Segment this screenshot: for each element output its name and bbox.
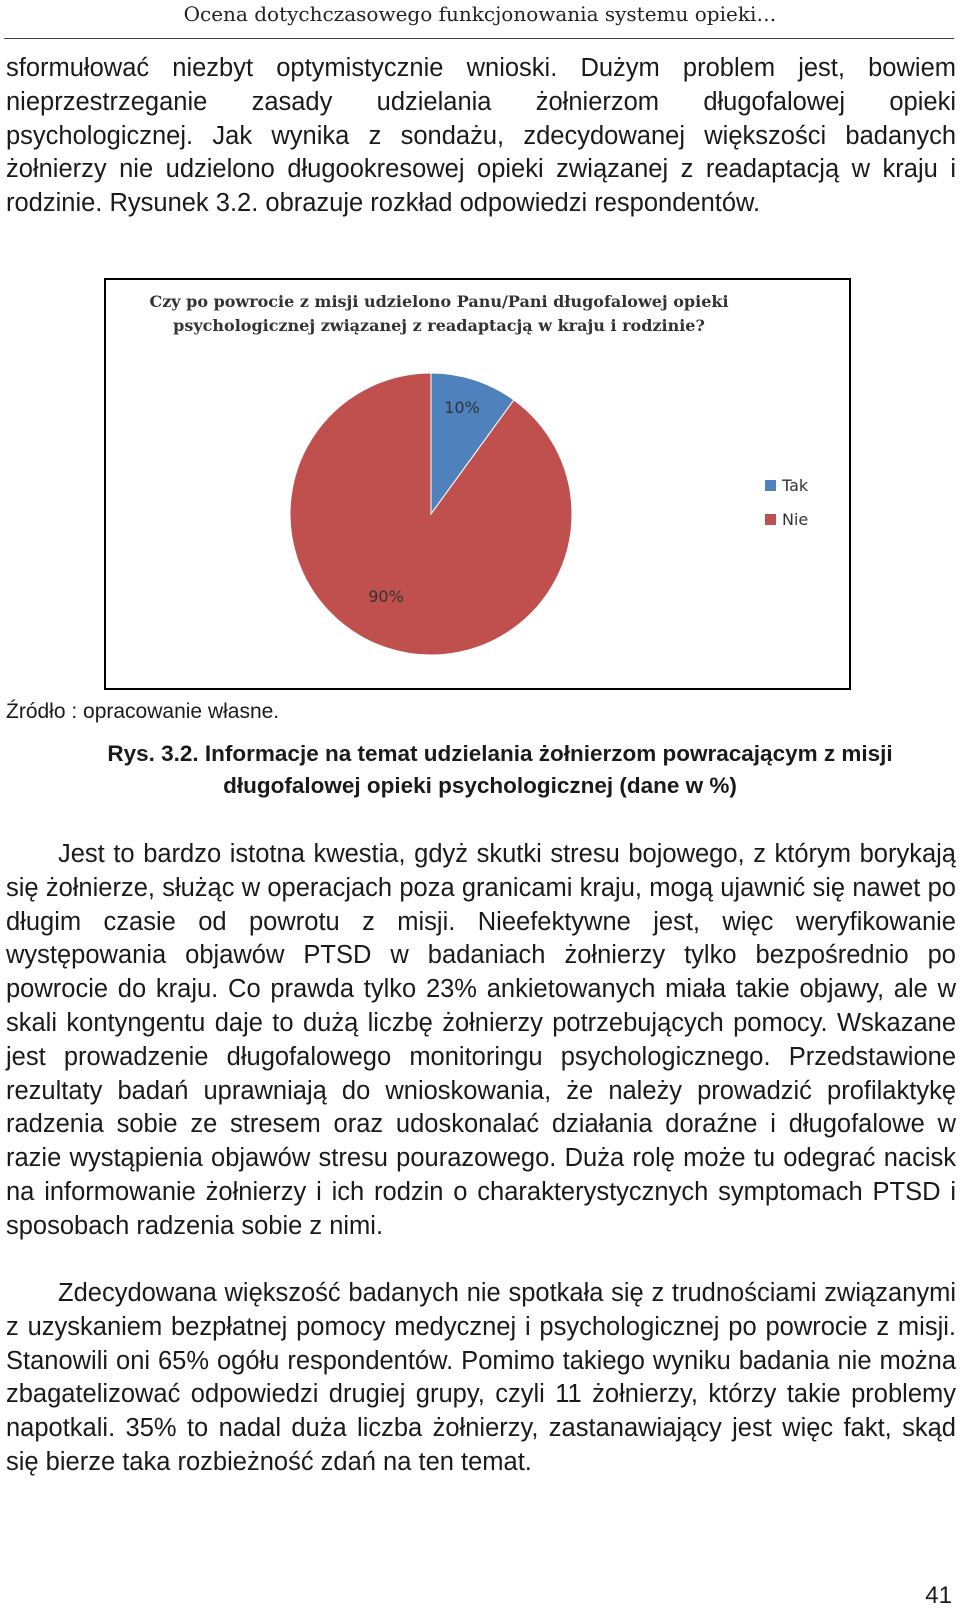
pie-chart xyxy=(106,280,849,688)
running-header: Ocena dotychczasowego funkcjonowania systemu opieki… xyxy=(183,2,777,26)
figure-source: Źródło : opracowanie własne. xyxy=(6,700,280,723)
chart-title-line2: psychologicznej związanej z readaptacją w kraju i rodzinie? xyxy=(173,316,705,335)
body-paragraph-1: Jest to bardzo istotna kwestia, gdyż skutki stresu bojowego, z którym borykają się żołnierze, służąc w operacjach poza granicami kraju, mogą ujawnić się nawet po długim czasie od powrotu z misji. Nieefektywne jest, więc weryfikowanie występowania objawów PTSD w badaniach żołnierzy tylko bezpośrednio po powrocie do kraju. Co prawda tylko 23% ankietowanych miała takie objawy, ale w skali kontyngentu daje to dużą liczbę żołnierzy potrzebujących pomocy. Wskazane jest prowadzenie długofalowego monitoringu psychologicznego. Przedstawione rezultaty badań uprawniają do wnioskowania, że należy prowadzić profilaktykę radzenia sobie ze stresem oraz udoskonalać działania doraźne i długofalowe w razie wystąpienia objawów stresu pourazowego. Duża rolę może tu odegrać nacisk na informowanie żołnierzy i ich rodzin o charakterystycznych symptomach PTSD i sposobach radzenia sobie z nimi. xyxy=(6,840,956,1240)
figure-caption-line1: Rys. 3.2. Informacje na temat udzielania żołnierzom powracającym z misji xyxy=(107,741,893,766)
figure-caption-line2: długofalowej opieki psychologicznej (dane w %) xyxy=(223,773,737,798)
pie-chart-figure xyxy=(104,278,851,690)
pie-label-nie: 90% xyxy=(368,587,404,606)
legend-swatch-nie xyxy=(765,514,776,525)
legend-label-tak: Tak xyxy=(782,476,809,495)
header-rule xyxy=(4,38,954,39)
intro-paragraph: sformułować niezbyt optymistycznie wnioski. Dużym problem jest, bowiem nieprzestrzeganie zasady udzielania żołnierzom długofalowej opieki psychologicznej. Jak wynika z sondażu, zdecydowanej większości badanych żołnierzy nie udzielono długookresowej opieki związanej z readaptacją w kraju i rodzinie. Rysunek 3.2. obrazuje rozkład odpowiedzi respondentów. xyxy=(6,54,956,218)
page-number: 41 xyxy=(925,1582,952,1609)
pie-slices xyxy=(290,373,572,655)
body-paragraph-2: Zdecydowana większość badanych nie spotkała się z trudnościami związanymi z uzyskaniem bezpłatnej pomocy medycznej i psychologicznej po powrocie z misji. Stanowili oni 65% ogółu respondentów. Pomimo takiego wyniku badania nie można zbagatelizować odpowiedzi drugiej grupy, czyli 11 żołnierzy, którzy takie problemy napotkali. 35% to nadal duża liczba żołnierzy, zastanawiający jest więc fakt, skąd się bierze taka rozbieżność zdań na ten temat. xyxy=(6,1279,956,1476)
figure-caption xyxy=(0,738,960,802)
pie-label-tak: 10% xyxy=(444,398,480,417)
chart-title-line1: Czy po powrocie z misji udzielono Panu/Pani długofalowej opieki xyxy=(149,292,729,311)
legend-swatch-tak xyxy=(765,480,776,491)
legend-label-nie: Nie xyxy=(782,510,809,529)
chart-legend xyxy=(765,476,809,529)
pie-slice-nie xyxy=(290,373,572,655)
